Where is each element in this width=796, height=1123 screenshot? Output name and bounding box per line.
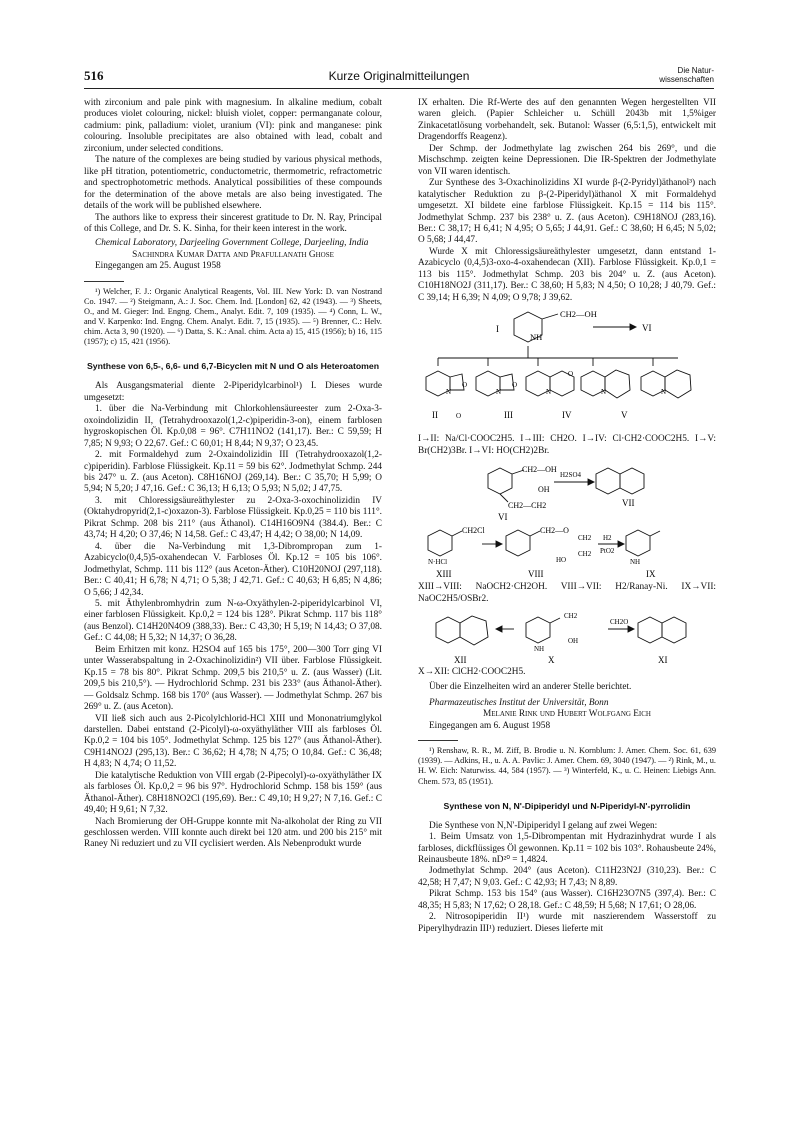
reaction-conditions: X→XII: ClCH2·COOC2H5. — [418, 666, 526, 677]
compound-label: XIII — [436, 569, 452, 580]
section-title: Synthese von 6,5-, 6,6- und 6,7-Bicyclen mit N und O als Heteroatomen — [86, 361, 380, 372]
reagent-label: PtO2 — [600, 547, 615, 556]
paragraph: Der Schmp. der Jodmethylate lag zwischen 264 bis 269°, und die Mischschmp. zeigten keine Depressionen. Die IR-Spektren der Jodmethylate von VII waren identisch. — [418, 143, 716, 177]
paragraph: Die Synthese von N,N'-Dipiperidyl I gelang auf zwei Wegen: — [429, 820, 658, 831]
chem-label: CH2Cl — [462, 526, 485, 536]
compound-label: VI — [642, 323, 652, 334]
acknowledgement: The authors like to express their sincerest gratitude to Dr. N. Ray, Principal of this College, and Dr. S. K. Sinha, for their keen interest in the work. — [84, 212, 382, 234]
paragraph: Zur Synthese des 3-Oxachinolizidins XI wurde β-(2-Pyridyl)äthanol³) nach katalytischer Reduktion zu β-(2-Piperidyl)äthanol X mit Formaldehyd umgesetzt. XI bildete eine farblose Flüssigkeit. Kp.15 = 114 bis 115°. Jodmethylat Schmp. 237 bis 238° u. Z. (aus Aceton). C9H18NOJ (283,16). Ber.: C 38,17; H 6,41; N 4,95; O 5,65; J 44,91. Gef.: C 38,60; H 6,45; N 5,02; O 5,68; J 44,47. — [418, 178, 716, 246]
paragraph: 3. mit Chloressigsäureäthylester zu 2-Oxa-3-oxochinolizidin IV (Oktahydropyrid(2,1-c)oxazon-3). Farblose Flüssigkeit. Kp.0,25 = 110 bis 111°. Pikrat Schmp. 208 bis 211° (aus Äthanol). C14H16O9N4 (384.4). Ber.: C 43,74; H 4,20; O 37,46; N 14,58. Gef.: C 43,47; H 4,42; O 38,00; N 14,09. — [84, 495, 382, 541]
chem-label: HO — [556, 556, 567, 565]
chem-label: O — [456, 412, 462, 421]
paragraph: 2. Nitrosopiperidin II¹) wurde mit naszierendem Wasserstoff zu Piperylhydrazin III¹) reduziert. Dieses lieferte mit — [418, 912, 716, 934]
chem-label: CH2 — [564, 611, 578, 620]
chem-label: N — [601, 388, 607, 397]
paragraph: 1. über die Na-Verbindung mit Chlorkohlensäureester zum 2-Oxa-3-oxoindolizidin II, (Tetrahydrooxazol(1,2-c)piperidin-3-on), einem farblosen hygroskopischen Öl. Kp.0,08 = 96°. C7H11NO2 (141,17). Ber.: C 59,59; H 7,85; N 9,93; O 22,67. Gef.: C 60,01; H 8,44; N 9,37; O 23,45. — [84, 404, 382, 449]
paragraph: Wurde X mit Chloressigsäureäthylester umgesetzt, dann entstand 1-Azabicyclo (0,4,5)3-oxo-4-oxahendecan (XII). Farblose Flüssigkeit. Kp.0,1 = 113 bis 115°. Jodmethylat Schmp. 203 bis 204° u. Z. (aus Aceton). C10H18NO2J (311,17). Ber.: C 38,60; H 5,83; N 4,50; O 10,28; J 40,79. Gef.: C 39,14; H 6,39; N 4,09; O 9,78; J 39,62. — [418, 246, 716, 303]
paragraph: 1. Beim Umsatz von 1,5-Dibrompentan mit Hydrazinhydrat wurde I als farbloses, dickflüssiges Öl gewonnen. Kp.11 = 102 bis 103°. Rohausbeute 24%, Reinausbeute 18%. nD²⁰ = 1,4824. — [418, 832, 716, 865]
affiliation: Pharmazeutisches Institut der Universität, Bonn — [429, 697, 609, 708]
chem-label: N·HCl — [428, 558, 448, 567]
section-header: Kurze Originalmitteilungen — [328, 69, 470, 83]
received-date: Eingegangen am 25. August 1958 — [95, 261, 221, 272]
chem-label: CH2—OH — [560, 309, 597, 320]
compound-label: XII — [454, 654, 467, 665]
chem-label: NH — [534, 644, 545, 653]
paragraph: 4. über die Na-Verbindung mit 1,3-Dibrompropan zum 1-Azabicyclo(0,4,5)5-oxahendecan V. Farbloses Öl. Kp.12 = 105 bis 106°. Jodmethylat, Schmp. 111 bis 112° (aus Aceton-Äther). C10H20NOJ (297,118). Ber.: C 40,41; H 6,78; N 4,71; O 5,38; J 42,71. Gef.: C 40,63; H 6,85; N 4,86; O 5,66; J 42,34. — [84, 541, 382, 598]
section-title: Synthese von N, N'-Dipiperidyl und N-Piperidyl-N'-pyrrolidin — [443, 800, 691, 811]
compound-label: V — [621, 410, 628, 421]
paragraph: Jodmethylat Schmp. 204° (aus Aceton). C11H23N2J (310,23). Ber.: C 42,58; H 7,47; N 9,03. Gef.: C 42,93; H 7,43; N 8,89. — [418, 866, 716, 888]
reaction-scheme-1 — [418, 306, 716, 434]
right-column — [418, 98, 716, 935]
paragraph: 2. mit Formaldehyd zum 2-Oxaindolizidin III (Tetrahydrooxazol(1,2-c)piperidin). Farblose Flüssigkeit. Kp.11 = 59 bis 62°. Jodmethylat Schmp. 244 bis 247° u. Z. (aus Aceton). C8H16NOJ (269,14). Ber.: C 35,70; H 5,99; O 5,94; N 5,20; J 47,16. Gef.: C 36,13; H 6,13; O 5,93; N 5,02; J 47,75. — [84, 450, 382, 495]
reaction-conditions: XIII→VIII: NaOCH2·CH2OH. VIII→VII: H2/Ranay-Ni. IX→VII: NaOC2H5/OSBr2. — [418, 582, 716, 604]
footnote-rule — [418, 740, 458, 741]
paragraph: IX erhalten. Die Rf-Werte des auf den genannten Wegen hergestellten VII waren gleich. (Papier Schleicher u. Schüll 2043b mit 1,5%iger Zinkacetatlösung vorbehandelt, sek. Butanol: Wasser (6,5:1,5), entwickelt mit Dragendorffs Reagenz). — [418, 98, 716, 143]
compound-label: IV — [562, 410, 572, 421]
compound-label: III — [504, 410, 513, 421]
paragraph: Pikrat Schmp. 153 bis 154° (aus Wasser). C16H23O7N5 (397,4). Ber.: C 48,35; H 5,83; N 17,62; O 28,18. Gef.: C 48,59; H 5,68; N 17,61; O 28,06. — [418, 889, 716, 911]
chem-label: NH — [630, 558, 641, 567]
paragraph: Nach Bromierung der OH-Gruppe konnte mit Na-alkoholat der Ring zu VII geschlossen werden. VIII konnte auch direkt bei 120 atm. und 200 bis 215° mit Raney Ni reduziert und zu VII cyclisiert werden. Als Nebenprodukt wurde — [84, 816, 382, 850]
compound-label: X — [548, 654, 555, 665]
compound-label: IX — [646, 569, 656, 580]
compound-label: VI — [498, 512, 508, 523]
running-header — [84, 66, 714, 89]
paragraph: Beim Erhitzen mit konz. H2SO4 auf 165 bis 175°, 200—300 Torr ging VI unter Wasserabspaltung in 2-Oxachinolizidin²) VII über. Farblose Flüssigkeit. Kp.15 = 78 bis 80°. Pikrat Schmp. 209,5 bis 210,5° u. Z. (aus Wasser) (Lit. 209,5 bis 210,5°). — Hydrochlorid Schmp. 231 bis 233° (aus Äthanol-Äther). — Goldsalz Schmp. 168 bis 170° (aus Wasser). — Jodmethylat Schmp. 267 bis 269° u. Z. (aus Aceton). — [84, 644, 382, 713]
chem-label: N — [446, 388, 452, 397]
chem-label: N — [661, 388, 667, 397]
page-number: 516 — [84, 68, 104, 83]
chem-label: O — [512, 381, 518, 390]
received-date: Eingegangen am 6. August 1958 — [429, 720, 551, 731]
paragraph: Als Ausgangsmaterial diente 2-Piperidylcarbinol¹) I. Dieses wurde umgesetzt: — [84, 381, 382, 403]
left-column — [84, 98, 382, 851]
reaction-scheme-4 — [418, 607, 716, 667]
paragraph: Über die Einzelheiten wird an anderer Stelle berichtet. — [429, 682, 632, 693]
chem-label: CH2—OH — [522, 465, 557, 475]
chem-label: CH2 — [578, 550, 592, 559]
footnote-rule — [84, 281, 124, 282]
affiliation: Chemical Laboratory, Darjeeling Government College, Darjeeling, India — [95, 238, 369, 249]
reagent-label: H2 — [603, 534, 612, 543]
journal-name: Die Natur- wissenschaften — [659, 66, 714, 84]
footnotes: ¹) Welcher, F. J.: Organic Analytical Reagents, Vol. III. New York: D. van Nostrand Co. 1947. — ²) Steigmann, A.: J. Soc. Chem. Ind. [London] 62, 42 (1943). — ³) Sheets, O., and M. Gieger: Ind. Engng. Chem., Analyt. Edit. 7, 109 (1935). — ⁴) Conn, L. W., and V. Karpenko: Ind. Engng. Chem. Analyt. Edit. 7, 15 (1935). — ⁵) Brenner, C.: Helv. chim. Acta 3, 90 (1920). — ⁶) Datta, S. K.: Anal. chim. Acta a) 15, 415 (1956); b) 16, 115 (1957); c) 15, 421 (1956). — [84, 286, 382, 347]
compound-label: VIII — [528, 569, 544, 580]
compound-label: VII — [622, 498, 635, 509]
reaction-scheme-2 — [418, 460, 716, 522]
paragraph: VII ließ sich auch aus 2-Picolylchlorid-HCl XIII und Mononatriumglykol darstellen. Dabei entstand (2-Picolyl)-ω-oxyäthyläther VIII als farbloses Öl. Kp.0,2 = 104 bis 105°. Jodmethylat Schmp. 125 bis 127° (aus Äthanol-Äther). C9H14NO2J (295,13). Ber.: C 36,62; H 4,78; N 4,75; O 10,84. Gef.: C 36,48; H 4,83; N 4,74; O 11,52. — [84, 713, 382, 770]
chem-label: NH — [530, 332, 543, 343]
chem-label: CH2—CH2 — [508, 501, 547, 511]
compound-label: I — [496, 324, 499, 335]
chem-label: OH — [538, 485, 550, 495]
chem-label: N — [496, 388, 502, 397]
reagent-label: CH2O — [610, 617, 629, 626]
author-line: Sachindra Kumar Datta and Prafullanath Ghose — [132, 249, 334, 260]
author-line: Melanie Rink und Hubert Wolfgang Eich — [483, 709, 651, 720]
chem-label: O — [462, 381, 468, 390]
reaction-scheme-3 — [418, 522, 716, 582]
reagent-label: H2SO4 — [560, 471, 582, 480]
chem-label: CH2 — [578, 534, 592, 543]
chem-label: OH — [568, 636, 579, 645]
compound-label: XI — [658, 654, 668, 665]
compound-label: II — [432, 410, 438, 421]
chem-label: N — [546, 388, 552, 397]
paragraph: with zirconium and pale pink with magnesium. In alkaline medium, cobalt produces violet colouring, nickel: bluish violet, copper: permanganate colour, cadmium: pink, palladium: violet, uranium (VI): pink and manganese: pink colouring. Insoluble precipitates are also obtained with lead, cobalt and zirconium, under selected conditions. — [84, 98, 382, 154]
reaction-conditions: I→II: Na/Cl·COOC2H5. I→III: CH2O. I→IV: Cl·CH2·COOC2H5. I→V: Br(CH2)3Br. I→VI: HO(CH2)2Br. — [418, 434, 716, 456]
paragraph: The nature of the complexes are being studied by various physical methods, like pH titration, potentiometric, conductometric, thermometric, refractometric and spectrophotometric methods. Analytical possibilities of these compounds for the determination of the above metals are also being investigated. The details of the work will be published elsewhere. — [84, 155, 382, 212]
paragraph: Die katalytische Reduktion von VIII ergab (2-Pipecolyl)-ω-oxyäthyläther IX als farbloses Öl. Kp.0,2 = 96 bis 97°. Hydrochlorid Schmp. 158 bis 159° (aus Äthanol-Äther). C8H18NO2Cl (195,69). Ber.: C 49,10; H 9,27; N 7,16. Gef.: C 49,40; H 9,61; N 7,32. — [84, 770, 382, 816]
chem-label: O — [568, 370, 574, 379]
paragraph: 5. mit Äthylenbromhydrin zum N-ω-Oxyäthylen-2-piperidylcarbinol VI, einer farblosen Flüssigkeit. Kp.0,2 = 124 bis 128°. Pikrat Schmp. 117 bis 118° (aus Benzol). C14H20N4O9 (388,33). Ber.: C 43,30; H 5,19; N 14,43; O 37,08. Gef.: C 44,08; H 5,32; N 14,37; O 36,28. — [84, 598, 382, 644]
chem-label: CH2—O — [540, 526, 569, 536]
footnotes: ¹) Renshaw, R. R., M. Ziff, B. Brodie u. N. Kornblum: J. Amer. Chem. Soc. 61, 639 (1939). — Adkins, H., u. A. A. Pavlic: J. Amer. Chem. 69, 3040 (1947). — ²) Rink, M., u. H. W. Eich: Naturwiss. 44, 584 (1957). — ³) Winterfeld, K., u. C. Heinen: Liebigs Ann. Chem. 573, 85 (1951). — [418, 746, 716, 786]
